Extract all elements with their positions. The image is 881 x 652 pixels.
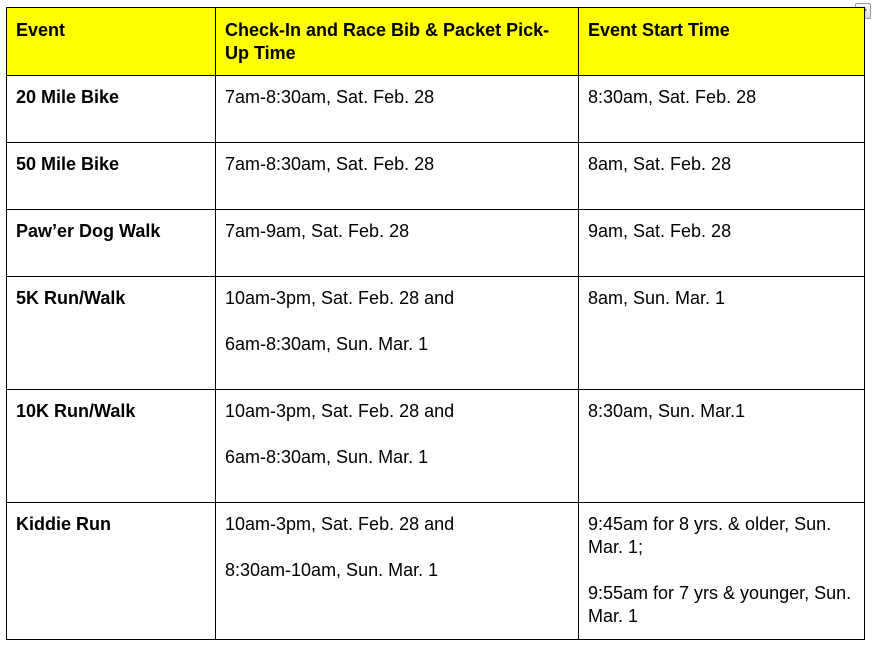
checkin-cell — [216, 76, 579, 143]
checkin-line: 6am-8:30am, Sun. Mar. 1 — [225, 447, 429, 467]
table-row — [7, 210, 865, 277]
checkin-line: 6am-8:30am, Sun. Mar. 1 — [225, 334, 429, 354]
header-checkin: Check-In and Race Bib & Packet Pick-Up Time — [216, 8, 579, 76]
checkin-line: 10am-3pm, Sat. Feb. 28 and — [225, 401, 455, 421]
checkin-line: 7am-9am, Sat. Feb. 28 — [225, 221, 410, 241]
event-name-cell: Paw’er Dog Walk — [7, 210, 216, 277]
checkin-cell — [216, 143, 579, 210]
start-time-line: 9:45am for 8 yrs. & older, Sun. Mar. 1; — [588, 514, 832, 557]
start-time-line: 9am, Sat. Feb. 28 — [588, 221, 732, 241]
start-time-cell — [579, 210, 865, 277]
event-name-cell: 10K Run/Walk — [7, 390, 216, 503]
checkin-cell — [216, 503, 579, 640]
table-row — [7, 76, 865, 143]
start-time-line: 8:30am, Sat. Feb. 28 — [588, 87, 757, 107]
header-event: Event — [7, 8, 216, 76]
event-name-cell: 50 Mile Bike — [7, 143, 216, 210]
start-time-line: 8:30am, Sun. Mar.1 — [588, 401, 746, 421]
event-schedule-table — [6, 7, 865, 640]
start-time-line: 8am, Sun. Mar. 1 — [588, 288, 726, 308]
start-time-cell — [579, 143, 865, 210]
table-row — [7, 143, 865, 210]
checkin-line: 7am-8:30am, Sat. Feb. 28 — [225, 87, 435, 107]
checkin-line: 8:30am-10am, Sun. Mar. 1 — [225, 560, 439, 580]
table-row — [7, 390, 865, 503]
checkin-line: 10am-3pm, Sat. Feb. 28 and — [225, 288, 455, 308]
table-row — [7, 277, 865, 390]
checkin-line: 10am-3pm, Sat. Feb. 28 and — [225, 514, 455, 534]
start-time-line: 9:55am for 7 yrs & younger, Sun. Mar. 1 — [588, 583, 852, 626]
start-time-cell — [579, 277, 865, 390]
start-time-cell — [579, 503, 865, 640]
table-row — [7, 503, 865, 640]
checkin-line: 7am-8:30am, Sat. Feb. 28 — [225, 154, 435, 174]
start-time-cell — [579, 390, 865, 503]
checkin-cell — [216, 210, 579, 277]
event-name-cell: Kiddie Run — [7, 503, 216, 640]
table-header-row — [7, 8, 865, 76]
start-time-cell — [579, 76, 865, 143]
checkin-cell — [216, 277, 579, 390]
event-name-cell: 5K Run/Walk — [7, 277, 216, 390]
header-start-time: Event Start Time — [579, 8, 865, 76]
checkin-cell — [216, 390, 579, 503]
event-name-cell: 20 Mile Bike — [7, 76, 216, 143]
start-time-line: 8am, Sat. Feb. 28 — [588, 154, 732, 174]
